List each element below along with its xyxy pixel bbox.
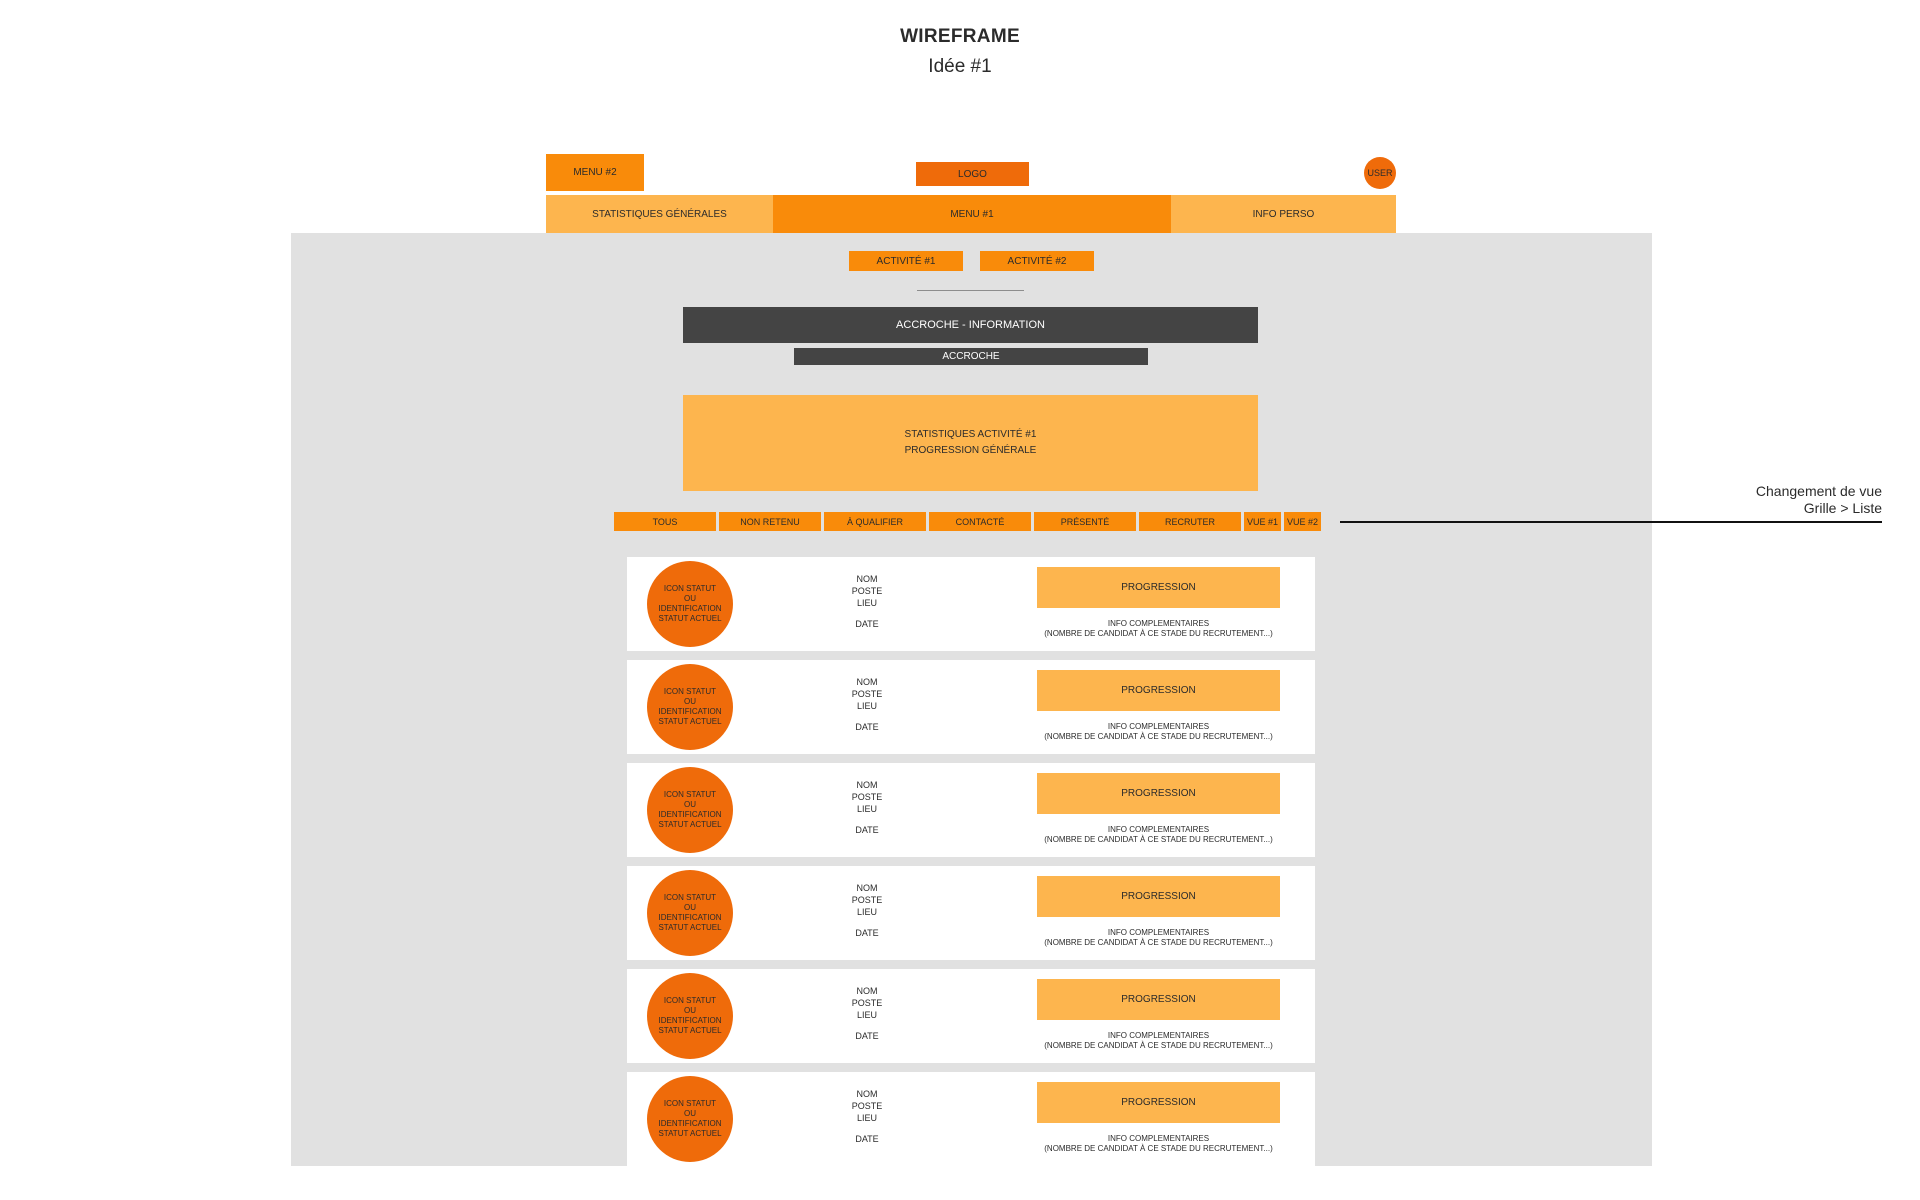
status-text: IDENTIFICATION (658, 707, 722, 716)
candidate-date: DATE (855, 1134, 879, 1144)
candidate-name: NOM (856, 986, 878, 996)
activity-1-tab[interactable]: ACTIVITÉ #1 (849, 251, 963, 271)
filter-tous[interactable]: TOUS (614, 512, 716, 531)
view-change-annotation (1756, 483, 1882, 517)
additional-info (1007, 1134, 1310, 1154)
statistics-title: STATISTIQUES ACTIVITÉ #1 (904, 429, 1037, 440)
candidate-name: NOM (856, 780, 878, 790)
annotation-line-2: Grille > Liste (1803, 500, 1882, 516)
filter-presente[interactable]: PRÉSENTÉ (1034, 512, 1136, 531)
statistics-progress-label: PROGRESSION GÉNÉRALE (904, 445, 1037, 456)
candidate-list (627, 557, 1315, 1175)
candidate-position: POSTE (851, 895, 883, 905)
additional-info-detail: (NOMBRE DE CANDIDAT À CE STADE DU RECRUTEMENT...) (1044, 938, 1273, 947)
status-text: IDENTIFICATION (658, 1119, 722, 1128)
additional-info (1007, 825, 1310, 845)
accroche-information-banner: ACCROCHE - INFORMATION (683, 307, 1258, 343)
candidate-date: DATE (855, 825, 879, 835)
status-text: OU (684, 903, 696, 912)
status-text: STATUT ACTUEL (658, 923, 722, 932)
nav-item-info-perso[interactable]: INFO PERSO (1171, 195, 1396, 233)
candidate-location: LIEU (856, 804, 877, 814)
additional-info (1007, 619, 1310, 639)
progress-bar: PROGRESSION (1037, 876, 1280, 917)
candidate-position: POSTE (851, 998, 883, 1008)
view-2-button[interactable]: VUE #2 (1284, 512, 1321, 531)
status-text: OU (684, 800, 696, 809)
candidate-location: LIEU (856, 598, 877, 608)
additional-info-title: INFO COMPLEMENTAIRES (1107, 928, 1210, 937)
status-text: OU (684, 594, 696, 603)
candidate-meta (847, 779, 887, 836)
candidate-position: POSTE (851, 792, 883, 802)
nav-item-statistiques[interactable]: STATISTIQUES GÉNÉRALES (546, 195, 773, 233)
additional-info (1007, 722, 1310, 742)
status-icon (647, 973, 733, 1059)
candidate-location: LIEU (856, 1113, 877, 1123)
main-nav (546, 195, 1396, 233)
status-text: STATUT ACTUEL (658, 1026, 722, 1035)
candidate-location: LIEU (856, 1010, 877, 1020)
view-1-button[interactable]: VUE #1 (1244, 512, 1281, 531)
accroche-banner: ACCROCHE (794, 348, 1148, 365)
candidate-date: DATE (855, 928, 879, 938)
menu-2-button[interactable]: MENU #2 (546, 154, 644, 191)
candidate-location: LIEU (856, 701, 877, 711)
candidate-meta (847, 676, 887, 733)
additional-info-detail: (NOMBRE DE CANDIDAT À CE STADE DU RECRUTEMENT...) (1044, 1041, 1273, 1050)
candidate-date: DATE (855, 619, 879, 629)
list-item[interactable] (627, 660, 1315, 754)
additional-info-detail: (NOMBRE DE CANDIDAT À CE STADE DU RECRUTEMENT...) (1044, 732, 1273, 741)
additional-info-detail: (NOMBRE DE CANDIDAT À CE STADE DU RECRUTEMENT...) (1044, 1144, 1273, 1153)
statistics-panel (683, 395, 1258, 491)
nav-item-menu-1[interactable]: MENU #1 (773, 195, 1171, 233)
page-subtitle: Idée #1 (928, 56, 992, 77)
additional-info (1007, 1031, 1310, 1051)
candidate-location: LIEU (856, 907, 877, 917)
progress-bar: PROGRESSION (1037, 979, 1280, 1020)
status-icon (647, 1076, 733, 1162)
progress-bar: PROGRESSION (1037, 670, 1280, 711)
divider (917, 290, 1024, 291)
progress-bar: PROGRESSION (1037, 567, 1280, 608)
candidate-position: POSTE (851, 586, 883, 596)
progress-bar: PROGRESSION (1037, 773, 1280, 814)
additional-info-detail: (NOMBRE DE CANDIDAT À CE STADE DU RECRUTEMENT...) (1044, 629, 1273, 638)
status-text: OU (684, 1109, 696, 1118)
candidate-meta (847, 573, 887, 630)
additional-info-title: INFO COMPLEMENTAIRES (1107, 1134, 1210, 1143)
status-text: STATUT ACTUEL (658, 1129, 722, 1138)
status-icon (647, 561, 733, 647)
list-item[interactable] (627, 866, 1315, 960)
list-item[interactable] (627, 1072, 1315, 1166)
annotation-pointer-line (1340, 521, 1882, 523)
status-text: ICON STATUT (663, 687, 717, 696)
candidate-date: DATE (855, 1031, 879, 1041)
candidate-meta (847, 1088, 887, 1145)
additional-info-title: INFO COMPLEMENTAIRES (1107, 619, 1210, 628)
candidate-name: NOM (856, 677, 878, 687)
logo[interactable]: LOGO (916, 162, 1029, 186)
candidate-meta (847, 985, 887, 1042)
status-text: ICON STATUT (663, 893, 717, 902)
filter-non-retenu[interactable]: NON RETENU (719, 512, 821, 531)
status-text: STATUT ACTUEL (658, 820, 722, 829)
status-icon (647, 870, 733, 956)
filter-a-qualifier[interactable]: À QUALIFIER (824, 512, 926, 531)
filter-bar (614, 512, 1321, 531)
filter-contacte[interactable]: CONTACTÉ (929, 512, 1031, 531)
page-title: WIREFRAME (900, 26, 1020, 47)
status-text: IDENTIFICATION (658, 604, 722, 613)
additional-info-title: INFO COMPLEMENTAIRES (1107, 825, 1210, 834)
additional-info-title: INFO COMPLEMENTAIRES (1107, 722, 1210, 731)
annotation-line-1: Changement de vue (1755, 483, 1882, 499)
status-text: ICON STATUT (663, 1099, 717, 1108)
filter-recruter[interactable]: RECRUTER (1139, 512, 1241, 531)
candidate-name: NOM (856, 883, 878, 893)
status-text: ICON STATUT (663, 996, 717, 1005)
status-icon (647, 664, 733, 750)
status-text: ICON STATUT (663, 790, 717, 799)
status-text: IDENTIFICATION (658, 1016, 722, 1025)
additional-info-title: INFO COMPLEMENTAIRES (1107, 1031, 1210, 1040)
candidate-name: NOM (856, 1089, 878, 1099)
candidate-position: POSTE (851, 689, 883, 699)
user-avatar-button[interactable]: USER (1364, 157, 1396, 189)
status-icon (647, 767, 733, 853)
additional-info (1007, 928, 1310, 948)
status-text: ICON STATUT (663, 584, 717, 593)
list-item[interactable] (627, 969, 1315, 1063)
status-text: IDENTIFICATION (658, 810, 722, 819)
candidate-name: NOM (856, 574, 878, 584)
status-text: STATUT ACTUEL (658, 614, 722, 623)
status-text: IDENTIFICATION (658, 913, 722, 922)
activity-2-tab[interactable]: ACTIVITÉ #2 (980, 251, 1094, 271)
list-item[interactable] (627, 763, 1315, 857)
status-text: OU (684, 1006, 696, 1015)
additional-info-detail: (NOMBRE DE CANDIDAT À CE STADE DU RECRUTEMENT...) (1044, 835, 1273, 844)
progress-bar: PROGRESSION (1037, 1082, 1280, 1123)
candidate-date: DATE (855, 722, 879, 732)
candidate-position: POSTE (851, 1101, 883, 1111)
list-item[interactable] (627, 557, 1315, 651)
candidate-meta (847, 882, 887, 939)
status-text: OU (684, 697, 696, 706)
status-text: STATUT ACTUEL (658, 717, 722, 726)
